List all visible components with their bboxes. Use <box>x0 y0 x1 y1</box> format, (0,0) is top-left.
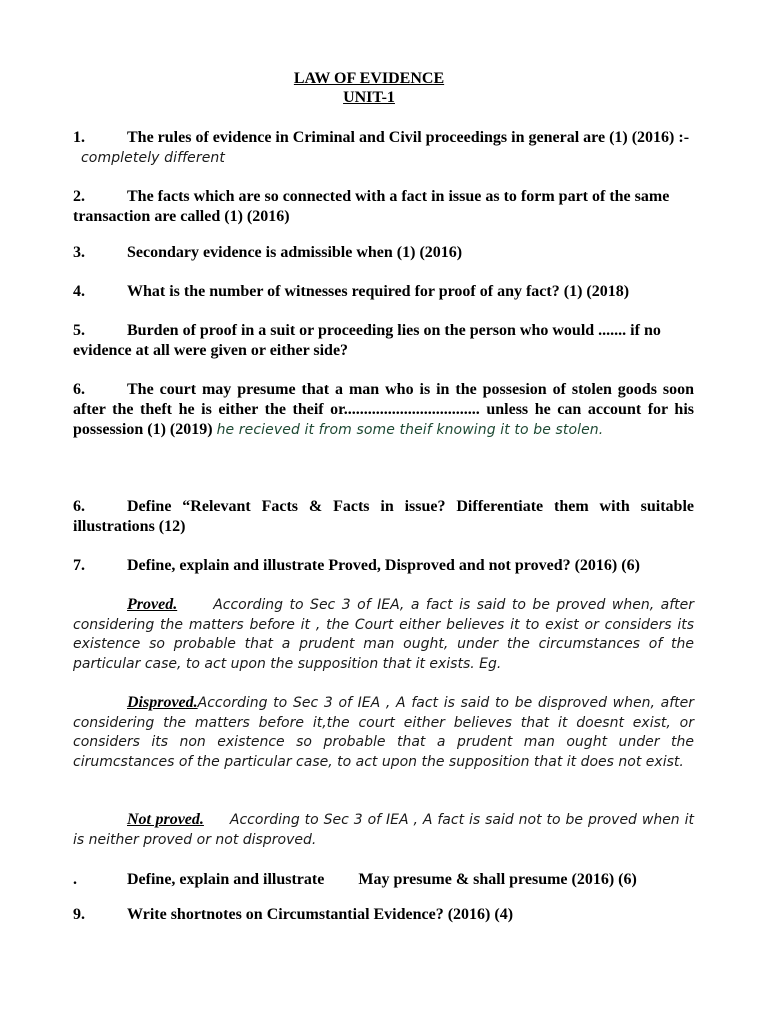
definition-term: Disproved. <box>127 694 198 711</box>
question-number: 2. <box>73 188 85 205</box>
question-8 <box>73 870 694 890</box>
question-number: 9. <box>73 906 85 923</box>
definition-disproved <box>73 693 694 772</box>
question-number: 7. <box>73 557 85 574</box>
question-text: Define, explain and illustrate <box>127 871 325 888</box>
question-6 <box>73 380 694 440</box>
answer-text: he recieved it from some theif knowing it to be stolen. <box>216 422 604 438</box>
question-text: Burden of proof in a suit or proceeding lies on the person who would ....... if no evidence at all were given or either side? <box>73 322 661 359</box>
question-text: The court may presume that a man who is in the possesion of stolen goods soon after the theft he is either the theif or.................................. unless he can account for his possession (1) (2019) <box>73 381 694 438</box>
definition-not-proved <box>73 810 694 850</box>
question-5 <box>73 321 694 361</box>
page-subtitle: UNIT-1 <box>343 89 395 106</box>
page-title: LAW OF EVIDENCE <box>293 70 445 87</box>
question-text: What is the number of witnesses required for proof of any fact? (1) (2018) <box>127 283 630 300</box>
question-text: Write shortnotes on Circumstantial Evidence? (2016) (4) <box>127 906 514 923</box>
question-number: 5. <box>73 322 85 339</box>
question-9 <box>73 905 694 925</box>
answer-text: completely different <box>81 150 225 166</box>
question-number: 4. <box>73 283 85 300</box>
question-6b <box>73 497 694 537</box>
question-number: 3. <box>73 244 85 261</box>
question-4 <box>73 282 694 302</box>
definition-term: Not proved. <box>127 811 204 828</box>
question-text: The rules of evidence in Criminal and Civil proceedings in general are (1) (2016) :- <box>127 129 690 146</box>
question-number: 6. <box>73 498 85 515</box>
question-3 <box>73 243 694 263</box>
question-number: . <box>73 871 77 888</box>
question-2 <box>73 187 694 227</box>
definition-text: According to Sec 3 of IEA, a fact is said to be proved when, after considering the matters before it , the Court either believes it to exist or considers its existence so probable that a prudent man ought, under the circumstances of the particular case, to act upon the supposition that it exists. Eg. <box>73 597 694 672</box>
question-1 <box>73 128 694 168</box>
question-text-secondary: May presume & shall presume (2016) (6) <box>358 871 637 888</box>
question-number: 1. <box>73 129 85 146</box>
question-7 <box>73 556 694 576</box>
question-text: Secondary evidence is admissible when (1) (2016) <box>127 244 463 261</box>
definition-term: Proved. <box>127 596 178 613</box>
definition-text: According to Sec 3 of IEA , A fact is said not to be proved when it is neither proved or not disproved. <box>73 812 694 848</box>
question-number: 6. <box>73 381 85 398</box>
question-text: Define, explain and illustrate Proved, Disproved and not proved? (2016) (6) <box>127 557 640 574</box>
question-text: Define “Relevant Facts & Facts in issue? Differentiate them with suitable illustrations (12) <box>73 498 694 535</box>
question-text: The facts which are so connected with a fact in issue as to form part of the same transaction are called (1) (2016) <box>73 188 670 225</box>
definition-text: According to Sec 3 of IEA , A fact is said to be disproved when, after considering the matters before it,the court either believes that it doesnt exist, or considers its non existence so probable that a prudent man ought under the cirumcstances of the particular case, to act upon the supposition that it does not exist. <box>73 695 694 770</box>
definition-proved <box>73 595 694 674</box>
